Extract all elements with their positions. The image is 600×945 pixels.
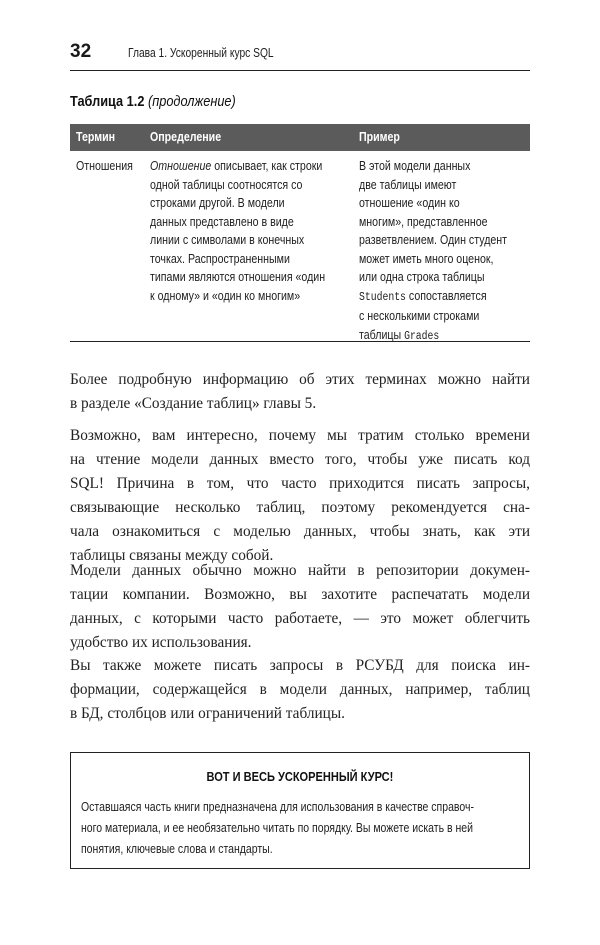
note-box-text: Оставшаяся часть книги предназначена для использования в качестве справоч- ного материала, и ее необязательно читать по порядку. Вы можете искать в ней понятия, ключевые слова и стандарты. — [81, 800, 474, 856]
definition-line: данных представлено в виде — [150, 214, 294, 229]
definition-line: к одному» и «один ко многим» — [150, 288, 301, 303]
definitions-table — [70, 124, 530, 342]
example-line: отношение «один ко — [359, 196, 460, 210]
table-caption-label: Таблица 1.2 — [70, 93, 145, 110]
definition-line: линии с символами в конечных — [150, 233, 305, 247]
example-line: две таблицы имеют — [359, 177, 457, 192]
code-grades: Grades — [404, 329, 440, 343]
definition-line: типами являются отношения «один — [150, 270, 326, 284]
example-line: разветвлением. Один студент — [359, 233, 508, 247]
example-line: многим», представленное — [359, 214, 488, 229]
paragraph: Более подробную информацию об этих терминах можно найти в разделе «Создание таблиц» главы 5. — [70, 371, 530, 412]
definition-line: одной таблицы соотносятся со — [150, 177, 303, 192]
table-header-row — [70, 124, 530, 151]
chapter-title: Глава 1. Ускоренный курс SQL — [128, 46, 274, 60]
term-text: Отношения — [76, 159, 133, 173]
cell-example — [359, 157, 533, 346]
note-box — [70, 752, 530, 869]
column-header-term: Термин — [76, 130, 116, 144]
paragraph: Возможно, вам интересно, почему мы тратим столько времени на чтение модели данных вместо того, чтобы уже писать код SQL! Причина в том, что часто приходится писать запросы, связывающие несколько таблиц, поэтому рекомендуется сна- чала ознакомиться с моделью данных, чтобы знать, как эти таблицы связаны между собой. — [70, 427, 530, 564]
definition-term-italic: Отношение — [150, 159, 212, 173]
table-row — [70, 151, 530, 342]
definition-line: точках. Распространенными — [150, 251, 290, 266]
example-line: таблицы Grades — [359, 327, 440, 343]
code-students: Students — [359, 290, 406, 304]
note-box-title: ВОТ И ВЕСЬ УСКОРЕННЫЙ КУРС! — [206, 769, 394, 784]
example-line: может иметь много оценок, — [359, 251, 494, 266]
cell-term — [76, 157, 143, 176]
table-caption — [70, 93, 236, 110]
paragraph: Вы также можете писать запросы в РСУБД для поиска ин- формации, содержащейся в модели данных, например, таблиц в БД, столбцов или ограничений таблицы. — [70, 657, 530, 722]
column-header-example: Пример — [359, 130, 400, 144]
paragraph: Модели данных обычно можно найти в репозитории докумен- тации компании. Возможно, вы захотите распечатать модели данных, с которыми часто работаете, — это может облегчить удобство их использования. — [70, 562, 530, 651]
table-caption-continuation: (продолжение) — [147, 93, 236, 110]
cell-definition — [150, 157, 356, 305]
example-line: В этой модели данных — [359, 159, 471, 173]
example-line: Students сопоставляется — [359, 288, 487, 304]
column-header-definition: Определение — [150, 130, 222, 144]
page-number: 32 — [70, 41, 92, 62]
example-line: или одна строка таблицы — [359, 270, 485, 284]
definition-line: Отношение описывает, как строки — [150, 159, 323, 173]
definition-line: строками другой. В модели — [150, 196, 285, 210]
example-line: с несколькими строками — [359, 309, 480, 323]
running-header — [70, 40, 530, 71]
